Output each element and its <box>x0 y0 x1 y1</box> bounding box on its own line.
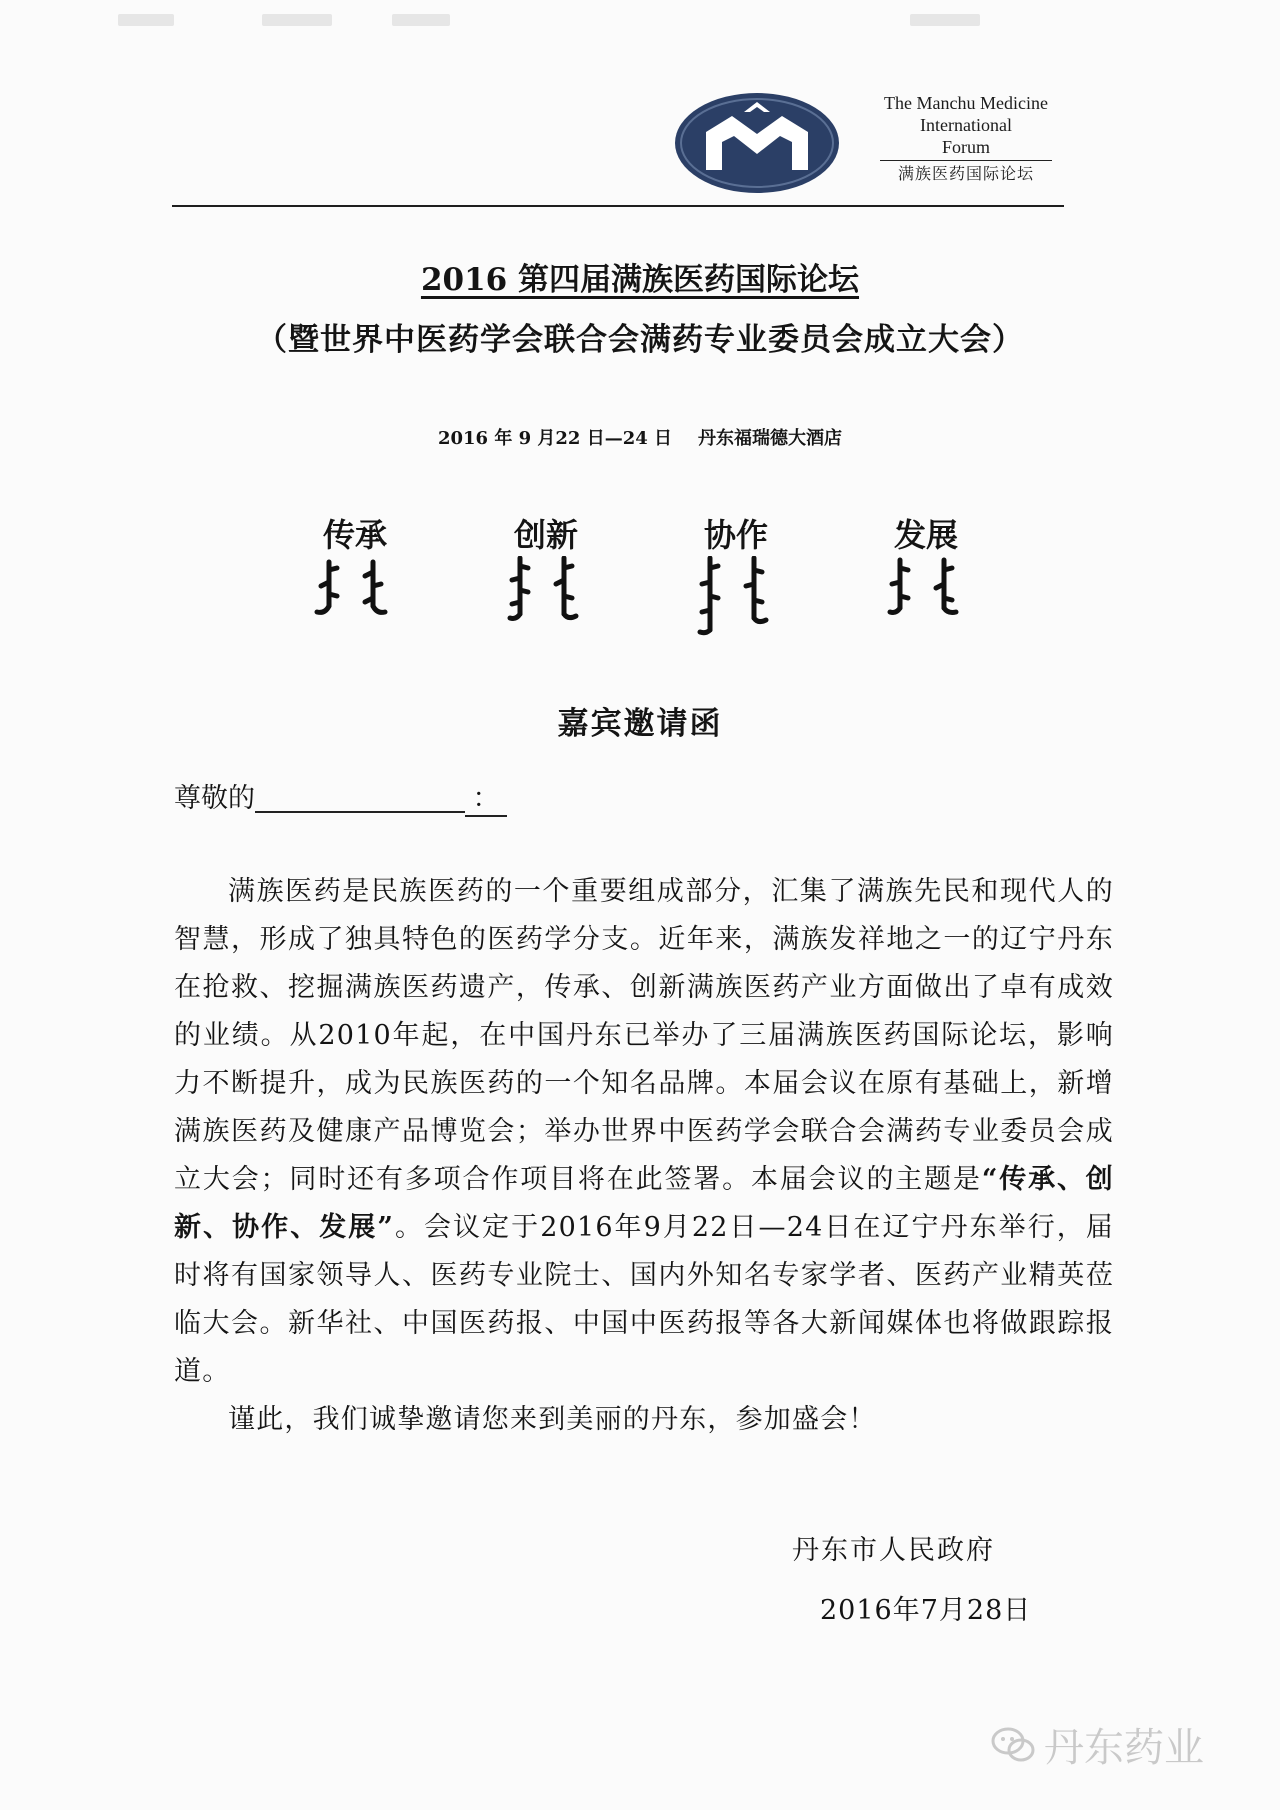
issuer-name: 丹东市人民政府 <box>792 1535 995 1566</box>
issue-date: 2016年7月28日 <box>820 1595 1032 1626</box>
motto-word: 创新 <box>513 516 578 554</box>
header-divider <box>172 205 1064 207</box>
page-subtitle: （暨世界中医药学会联合会满药专业委员会成立大会） <box>256 322 1024 358</box>
salutation <box>174 776 507 817</box>
invitation-body <box>174 868 1114 1444</box>
salutation-colon: ： <box>465 776 507 817</box>
wechat-icon <box>990 1725 1036 1765</box>
event-venue: 丹东福瑞德大酒店 <box>698 428 843 449</box>
manchu-script-icon <box>486 556 606 636</box>
guest-name-blank <box>255 783 465 813</box>
watermark-text: 丹东药业 <box>1044 1725 1204 1771</box>
scan-artifact <box>910 14 980 26</box>
forum-logo-icon <box>672 88 842 198</box>
manchu-script-icon <box>866 556 986 636</box>
body-paragraph <box>174 868 1114 1396</box>
forum-name-cn: 满族医药国际论坛 <box>880 160 1052 185</box>
manchu-script-icon <box>295 556 415 636</box>
body-text: 。会议定于2016年9月22日—24日在辽宁丹东举行，届时将有国家领导人、医药专业院士、国内外知名专家学者、医药产业精英莅临大会。新华社、中国医药报、中国中医药报等各大新闻媒体也将做跟踪报道。 <box>174 1212 1115 1387</box>
motto-word: 发展 <box>893 516 958 554</box>
event-dates: 2016 年 9 月22 日—24 日 <box>437 428 673 449</box>
scan-artifact <box>392 14 450 26</box>
forum-name-en: Forum <box>941 137 990 157</box>
scan-artifact <box>262 14 332 26</box>
forum-name-en: The Manchu Medicine <box>884 93 1048 113</box>
forum-name-en: International <box>920 115 1012 135</box>
salutation-text: 尊敬的 <box>174 783 255 814</box>
page-title: 2016 第四届满族医药国际论坛 <box>420 262 860 298</box>
manchu-script-icon <box>676 556 796 636</box>
body-paragraph: 谨此，我们诚挚邀请您来到美丽的丹东，参加盛会！ <box>228 1404 877 1435</box>
theme-text: “传承、创新、协作、发展” <box>174 1164 1114 1243</box>
event-dateline <box>0 424 1280 450</box>
body-text: 满族医药是民族医药的一个重要组成部分，汇集了满族先民和现代人的智慧，形成了独具特色的医药学分支。近年来，满族发祥地之一的辽宁丹东在抢救、挖掘满族医药遗产，传承、创新满族医药产业方面做出了卓有成效的业绩。从2010年起，在中国丹东已举办了三届满族医药国际论坛，影响力不断提升，成为民族医药的一个知名品牌。本届会议在原有基础上，新增满族医药及健康产品博览会；举办世界中医药学会联合会满药专业委员会成立大会；同时还有多项合作项目将在此签署。本届会议的主题是 <box>174 876 1114 1195</box>
forum-name-block <box>872 92 1060 185</box>
motto-word: 传承 <box>322 516 387 554</box>
watermark <box>990 1716 1204 1773</box>
motto-word: 协作 <box>703 516 768 554</box>
scan-artifact <box>118 14 174 26</box>
invitation-title: 嘉宾邀请函 <box>557 706 723 742</box>
